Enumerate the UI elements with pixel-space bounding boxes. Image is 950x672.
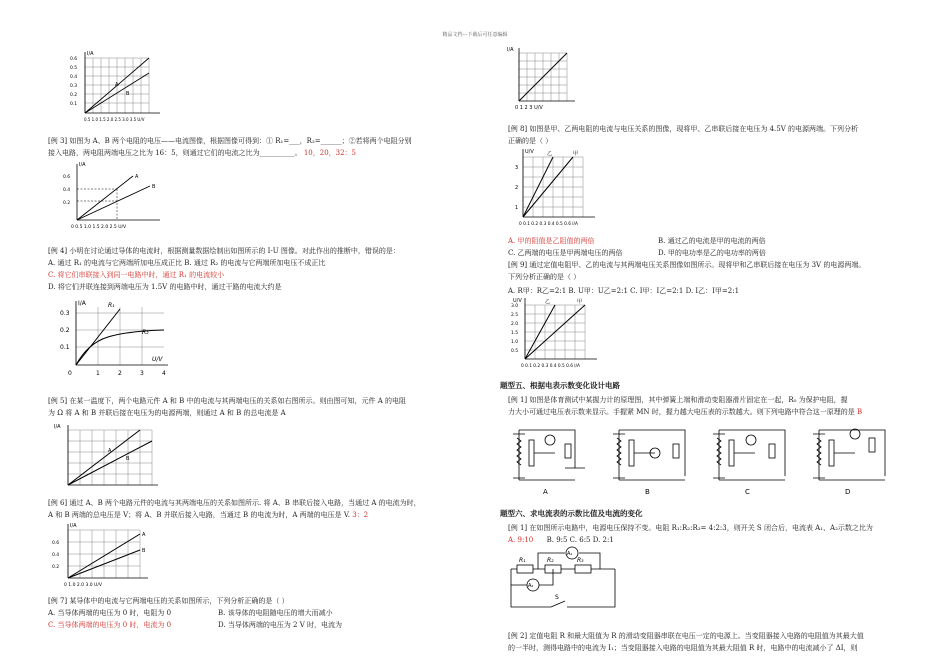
example-7-text: [例 7] 某导体中的电流与它两端电压的关系如图所示，下列分析正确的是（ ） (48, 597, 289, 605)
resistor-circuit-figure (505, 545, 625, 615)
example-7-option-a: A. 当导体两端的电压为 0 时，电阻为 0 (48, 609, 172, 617)
switch-label: S (555, 594, 559, 601)
graph-y-label: I/A (79, 162, 86, 168)
figure-ui-graph-8 (505, 295, 605, 373)
graph-y-label: I/A (78, 300, 86, 307)
ammeter-a1-label: A₁ (567, 551, 573, 557)
example-3-answer: 10，20，32：5 (303, 149, 357, 157)
example-3-text-2: 接入电路，两电阻两端电压之比为 16：5，则通过它们的电流之比为__________。 10，20，32：5 (48, 149, 357, 157)
series-jia-label: 甲 (577, 299, 583, 305)
series-a-label: A (135, 174, 139, 180)
tick-y: 2.0 (511, 322, 519, 327)
example-7-option-b: B. 该导体的电阻随电压的增大而减小 (218, 609, 333, 617)
series-b-label: B (142, 548, 146, 554)
example-3-text: [例 3] 如图为 A、B 两个电阻的电压——电流图像，根据图像可得到：① R₁=___，R₂=______；②若将两个电阻分别 (48, 137, 412, 145)
tick-y: 1 (515, 205, 519, 211)
x-axis-label: U/V (152, 356, 163, 363)
tick-y: 1.0 (511, 340, 519, 345)
figure-iu-graph-2 (55, 158, 175, 238)
tick-y: 0.5 (70, 66, 78, 71)
tick-y: 0.1 (60, 344, 70, 351)
example-8-option-d: D. 甲的电功率是乙的电功率的两倍 (658, 249, 766, 257)
example-4-option-d: D. 将它们并联连接到两端电压为 1.5V 的电路中时，通过干路的电流大约是 (48, 283, 282, 291)
example-2b-text: [例 2] 定值电阻 R 和最大阻值为 R 的滑动变阻器串联在电压一定的电源上。当变阻器接入电路的电阻值为其最大值 (508, 632, 864, 640)
section-6-title: 题型六、求电流表的示数比值及电流的变化 (500, 509, 643, 518)
tick-y: 3 (515, 165, 519, 171)
graph-y-label: U/V (525, 149, 534, 155)
graph-y-label: I/A (87, 51, 94, 57)
series-a-label: A (115, 82, 119, 88)
example-4-option-ab: A. 通过 R₁ 的电流与它两端所加电压成正比 B. 通过 R₂ 的电流与它两端所加电压不成正比 (48, 259, 326, 267)
r2-label: R₂ (142, 329, 149, 336)
figure-iu-graph-5 (48, 520, 158, 590)
series-b-label: B (126, 91, 130, 97)
tick-y: 0.2 (60, 327, 70, 334)
example-8-option-c: C. 乙两端的电压是甲两端电压的两倍 (508, 249, 623, 257)
tick-x: 4 (162, 370, 166, 377)
series-yi-label: 乙 (545, 299, 551, 305)
tick-y: 0.6 (70, 57, 78, 62)
tick-y: 2 (515, 185, 519, 191)
example-7-option-c: C. 当导体两端的电压为 0 时，电流为 0 (48, 621, 172, 629)
x-ticks: 0 0.1 0.2 0.3 0.4 0.5 0.6 I/A (519, 222, 578, 227)
example-9-options: A. R甲：R乙=2:1 B. U甲：U乙=2:1 C. I甲：I乙=2:1 D. I乙：I甲=2:1 (508, 287, 740, 295)
example-6-text: [例 6] 通过 A、B 两个电路元件的电流与其两端电压的关系如图所示. 将 A、B 串联后接入电路，当通过 A 的电流为时， (48, 499, 421, 507)
tick-y: 0.2 (70, 93, 78, 98)
figure-iu-graph-3 (48, 295, 178, 385)
x-ticks: 0 1 2 3 U/V (515, 105, 543, 111)
r2-label: R₂ (547, 557, 554, 564)
tick-y: 0.2 (63, 201, 71, 206)
tick-y: 0.2 (52, 565, 60, 570)
series-yi-label: 乙 (547, 151, 553, 157)
tick-y: 0.3 (70, 84, 78, 89)
example-2-answer: A. 9:10 (508, 536, 534, 544)
example-2b-text-2: 的一半时，测得电路中的电流为 I₁；当变阻器接入电路的电阻值为其最大阻值 R 时，电路中的电流减小了 ΔI，则 (508, 644, 858, 652)
tick-y: 2.5 (511, 313, 519, 318)
series-a-label: A (142, 532, 146, 538)
tick-y: 0.4 (52, 553, 60, 558)
circuit-label-d: D (845, 488, 851, 496)
example-5-text: [例 5] 在某一温度下，两个电路元件 A 和 B 中的电流与其两端电压的关系如右图所示。则由图可知，元件 A 的电阻 (48, 397, 406, 405)
example-4-text: [例 4] 小明在讨论通过导体的电流时，根据测量数据绘制出如图所示的 I-U 图像。对此作出的推断中，错误的是： (48, 247, 400, 255)
tick-y: 0.3 (60, 310, 70, 317)
tick-y: 0.4 (70, 75, 78, 80)
series-a-label: A (108, 448, 112, 454)
example-5-text-2: 为 Ω 将 A 和 B 并联后接在电压为的电源两端，则通过 A 和 B 的总电流是 A (48, 409, 286, 417)
example-6-text-2: A 和 B 两端的总电压是 V；将 A、B 并联后接入电路，当通过 B 的电流为时，A 两端的电压是 V. 3：2 (48, 511, 369, 519)
section-5-title: 题型五、根据电表示数变化设计电路 (500, 381, 620, 390)
example-8-option-a: A. 甲的阻值是乙阻值的两倍 (508, 237, 595, 245)
x-ticks: 0 1.0 2.0 3.0 U/V (64, 583, 102, 588)
x-ticks: 0 0.1 0.2 0.3 0.4 0.5 0.6 I/A (521, 364, 580, 369)
series-b-label: B (152, 184, 156, 190)
graph-y-label: I/A (70, 523, 77, 529)
figure-ui-graph-7 (505, 145, 600, 230)
example-9-text: [例 9] 通过定值电阻甲、乙的电流与其两端电压关系图像如图所示。现将甲和乙串联后接在电压为 3V 的电源两端。 (508, 261, 866, 269)
r1-label: R₁ (519, 557, 526, 564)
example-8-text: [例 8] 如图是甲、乙两电阻的电流与电压关系的图像，现将甲、乙串联后接在电压为 4.5V 的电源两端。下列分析 (508, 125, 859, 133)
graph-y-label: U/V (513, 298, 522, 304)
tick-y: 0.6 (63, 175, 71, 180)
tick-y: 0.1 (70, 102, 78, 107)
r1-label: R₁ (108, 302, 115, 309)
series-b-label: B (126, 456, 130, 462)
tick-y: 1.5 (511, 331, 519, 336)
example-4-option-c: C. 将它们串联接入到同一电路中时，通过 R₁ 的电流较小 (48, 271, 225, 279)
graph-y-label: I/A (507, 47, 514, 53)
tick-y: 0.4 (63, 188, 71, 193)
example-2-text: [例 1] 在如图所示电路中，电源电压保持不变。电阻 R₁:R₂:R₃= 4:2:3，则开关 S 闭合后，电流表 A₁、A₂示数之比为 (508, 524, 873, 532)
tick-x: 1 (96, 370, 100, 377)
example-7-option-d: D. 当导体两端的电压为 2 V 时，电流为 (218, 621, 342, 629)
tick-x: 3 (140, 370, 144, 377)
example-8-text-2: 正确的是（ ） (508, 137, 553, 145)
figure-iu-graph-4 (50, 420, 170, 495)
x-ticks: 0 0.5 1.0 1.5 2.0 2.5 U/V (71, 225, 127, 230)
example-2-options: A. 9:10 B. 9:5 C. 6:5 D. 2:1 (508, 536, 614, 544)
example-1-text: [例 1] 如图是体育测试中某握力计的原理图，其中弹簧上端和滑动变阻器滑片固定在一起，R₀ 为保护电阻，握 (508, 396, 848, 404)
r3-label: R₃ (577, 557, 584, 564)
example-9-text-2: 下列分析正确的是（ ） (508, 273, 581, 281)
circuit-label-b: B (645, 488, 650, 496)
example-1-text-2: 力大小可通过电压表示数来显示。手握紧 MN 时，握力越大电压表的示数越大。则下列电路中符合这一原理的是 B (508, 408, 863, 416)
graph-y-label: I/A (54, 424, 61, 430)
circuit-options-figure (505, 420, 925, 498)
circuit-label-c: C (745, 488, 750, 496)
tick-y: 0.5 (511, 349, 519, 354)
tick-x: 0 (68, 370, 72, 377)
example-1-answer: B (856, 408, 863, 416)
example-6-answer: 3：2 (352, 511, 369, 519)
figure-iu-graph-6 (505, 45, 580, 113)
tick-x: 2 (118, 370, 122, 377)
figure-iu-graph-1 (60, 48, 170, 128)
page-header: 精品文档---下载后可任意编辑 (442, 32, 508, 38)
tick-y: 0.6 (52, 541, 60, 546)
example-8-option-b: B. 通过乙的电流是甲的电流的两倍 (658, 237, 766, 245)
tick-y: 3.0 (511, 304, 519, 309)
ammeter-a2-label: A₂ (528, 583, 534, 589)
circuit-label-a: A (543, 488, 548, 496)
series-jia-label: 甲 (573, 151, 579, 157)
x-ticks: 0.5 1.0 1.5 2.0 2.5 3.0 3.5 U/V (84, 117, 145, 122)
